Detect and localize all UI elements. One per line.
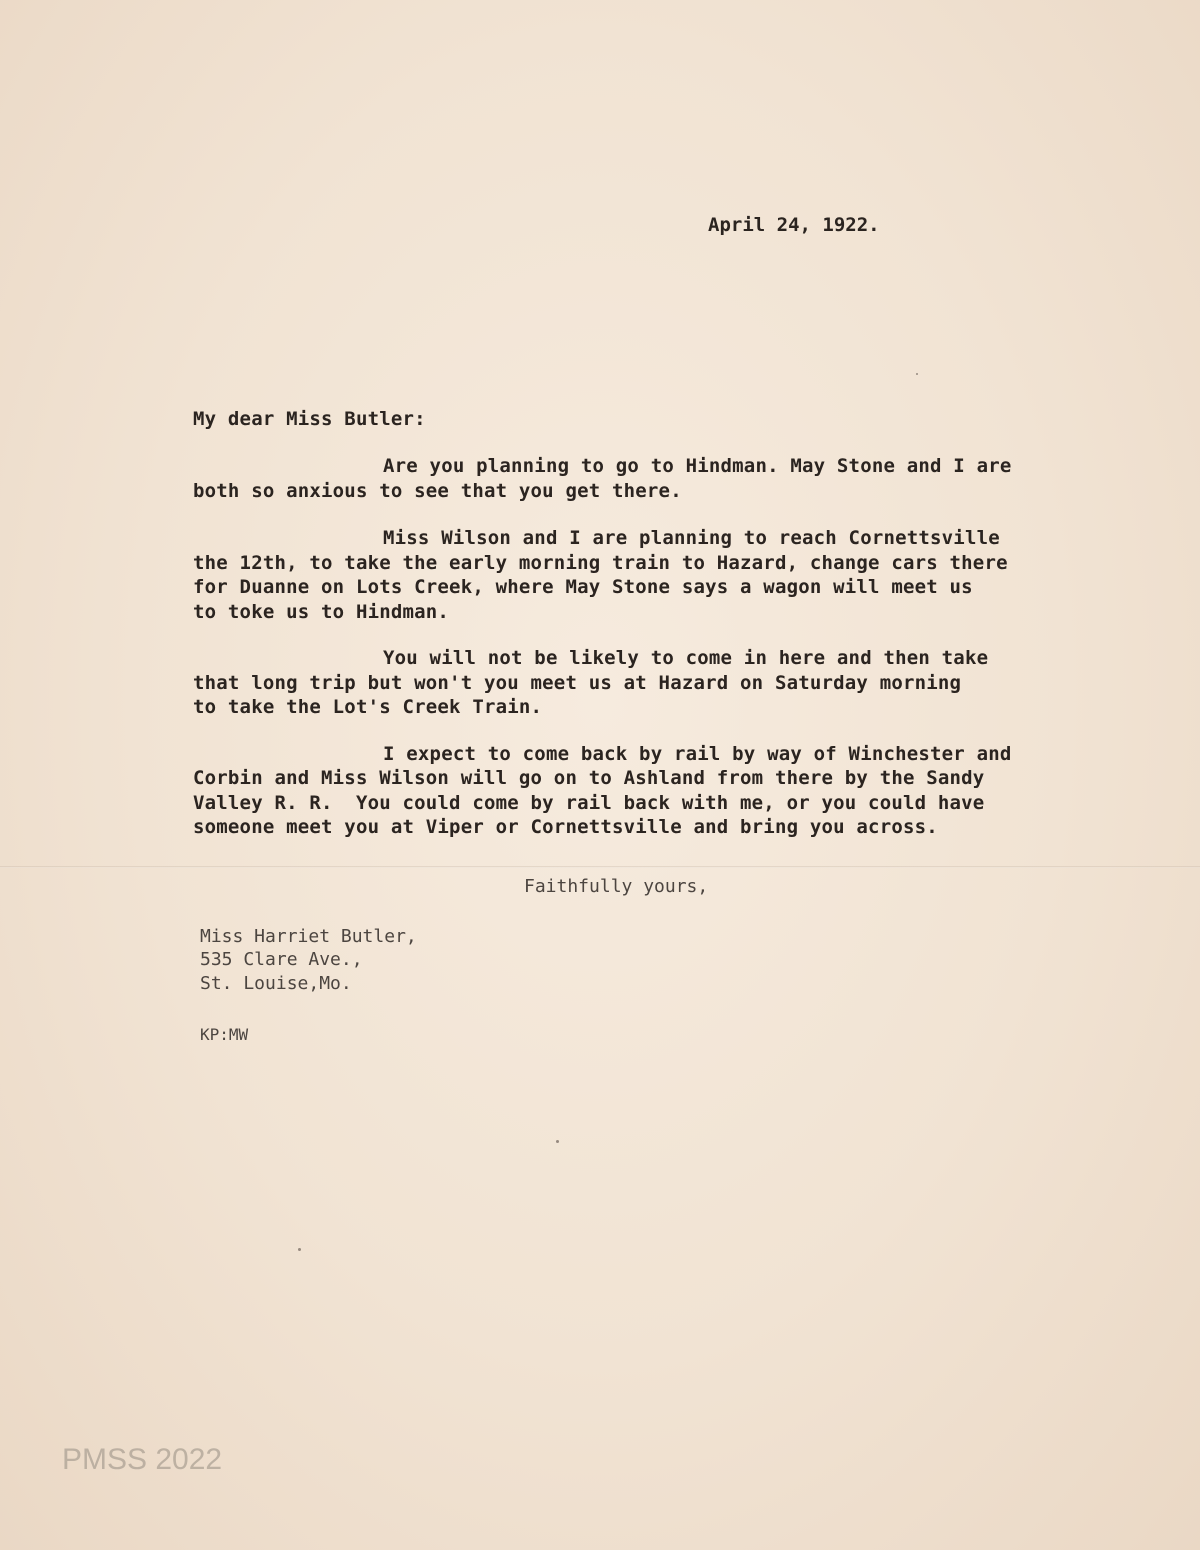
recipient-city: St. Louise,Mo.: [200, 973, 352, 994]
paragraph-3-line-3: to take the Lot's Creek Train.: [193, 696, 543, 718]
paragraph-3-line-2: that long trip but won't you meet us at Hazard on Saturday morning: [193, 672, 962, 694]
paragraph-1-line-2: both so anxious to see that you get there.: [193, 480, 682, 502]
paragraph-2-line-4: to toke us to Hindman.: [193, 601, 450, 623]
paragraph-4-line-1: I expect to come back by rail by way of Winchester and: [383, 743, 1012, 765]
paragraph-2-line-1: Miss Wilson and I are planning to reach Cornettsville: [383, 527, 1000, 549]
recipient-name: Miss Harriet Butler,: [200, 926, 417, 947]
paragraph-4-line-3: Valley R. R. You could come by rail back with me, or you could have: [193, 792, 985, 814]
paragraph-2-line-2: the 12th, to take the early morning train to Hazard, change cars there: [193, 552, 1008, 574]
letter-date: April 24, 1922.: [708, 214, 880, 236]
recipient-street: 535 Clare Ave.,: [200, 949, 363, 970]
archive-watermark: PMSS 2022: [62, 1443, 223, 1476]
salutation: My dear Miss Butler:: [193, 408, 426, 430]
paragraph-1-line-1: Are you planning to go to Hindman. May Stone and I are: [383, 455, 1012, 477]
ink-speck: [916, 373, 918, 375]
typist-initials: KP:MW: [200, 1025, 249, 1044]
ink-speck: [298, 1248, 301, 1251]
closing: Faithfully yours,: [524, 876, 709, 897]
ink-speck: [556, 1140, 559, 1143]
paragraph-4-line-4: someone meet you at Viper or Cornettsville and bring you across.: [193, 816, 938, 838]
paragraph-3-line-1: You will not be likely to come in here and then take: [383, 647, 989, 669]
paragraph-2-line-3: for Duanne on Lots Creek, where May Stone says a wagon will meet us: [193, 576, 973, 598]
paper-fold-crease: [0, 866, 1200, 868]
paragraph-4-line-2: Corbin and Miss Wilson will go on to Ashland from there by the Sandy: [193, 767, 985, 789]
